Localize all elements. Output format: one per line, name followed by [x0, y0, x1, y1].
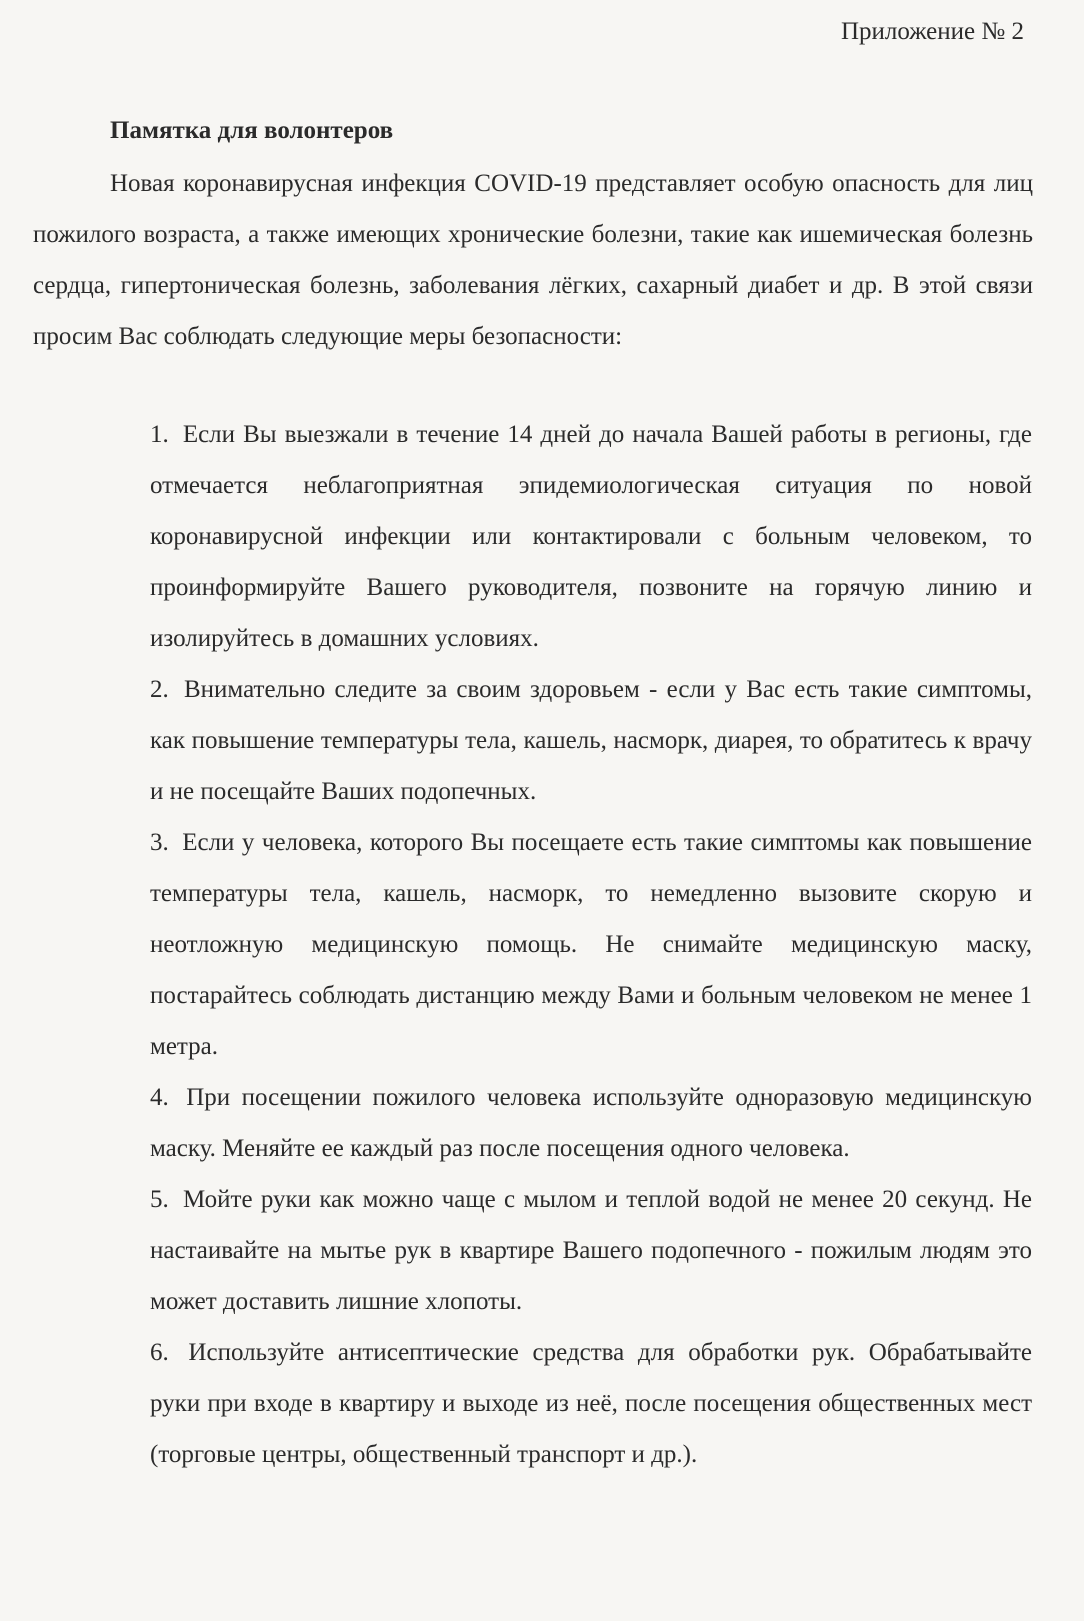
- list-item: [150, 1174, 1032, 1327]
- intro-paragraph: Новая коронавирусная инфекция COVID-19 представляет особую опасность для лиц пожилого возраста, а также имеющих хронические болезни, такие как ишемическая болезнь сердца, гипертоническая болезнь, заболевания лёгких, сахарный диабет и др. В этой связи просим Вас соблюдать следующие меры безопасности:: [33, 170, 1033, 350]
- list-item: [150, 1327, 1032, 1480]
- annex-label: Приложение № 2: [840, 18, 1024, 45]
- item-number: 5.: [150, 1186, 169, 1213]
- list-item: [150, 817, 1032, 1072]
- list-item: [150, 664, 1032, 817]
- item-text: Используйте антисептические средства для обработки рук. Обрабатывайте руки при входе в квартиру и выходе из неё, после посещения общественных мест (торговые центры, общественный транспорт и др.).: [150, 1339, 1033, 1468]
- item-text: Мойте руки как можно чаще с мылом и теплой водой не менее 20 секунд. Не настаивайте на мытье рук в квартире Вашего подопечного - пожилым людям это может доставить лишние хлопоты.: [150, 1186, 1033, 1315]
- item-number: 1.: [150, 421, 169, 448]
- list-item: [150, 409, 1032, 664]
- document-title: Памятка для волонтеров: [110, 117, 394, 144]
- item-number: 3.: [150, 829, 169, 856]
- item-text: Внимательно следите за своим здоровьем - если у Вас есть такие симптомы, как повышение температуры тела, кашель, насморк, диарея, то обратитесь к врачу и не посещайте Ваших подопечных.: [150, 676, 1033, 805]
- item-number: 6.: [150, 1339, 169, 1366]
- item-number: 2.: [150, 676, 169, 703]
- item-text: Если у человека, которого Вы посещаете есть такие симптомы как повышение температуры тела, кашель, насморк, то немедленно вызовите скорую и неотложную медицинскую помощь. Не снимайте медицинскую маску, постарайтесь соблюдать дистанцию между Вами и больным человеком не менее 1 метра.: [150, 829, 1032, 1060]
- list-item: [150, 1072, 1032, 1174]
- safety-measures-list: [150, 409, 1032, 1480]
- item-text: Если Вы выезжали в течение 14 дней до начала Вашей работы в регионы, где отмечается неблагоприятная эпидемиологическая ситуация по новой коронавирусной инфекции или контактировали с больным человеком, то проинформируйте Вашего руководителя, позвоните на горячую линию и изолируйтесь в домашних условиях.: [150, 421, 1033, 652]
- item-text: При посещении пожилого человека используйте одноразовую медицинскую маску. Меняйте ее каждый раз после посещения одного человека.: [150, 1084, 1032, 1162]
- item-number: 4.: [150, 1084, 169, 1111]
